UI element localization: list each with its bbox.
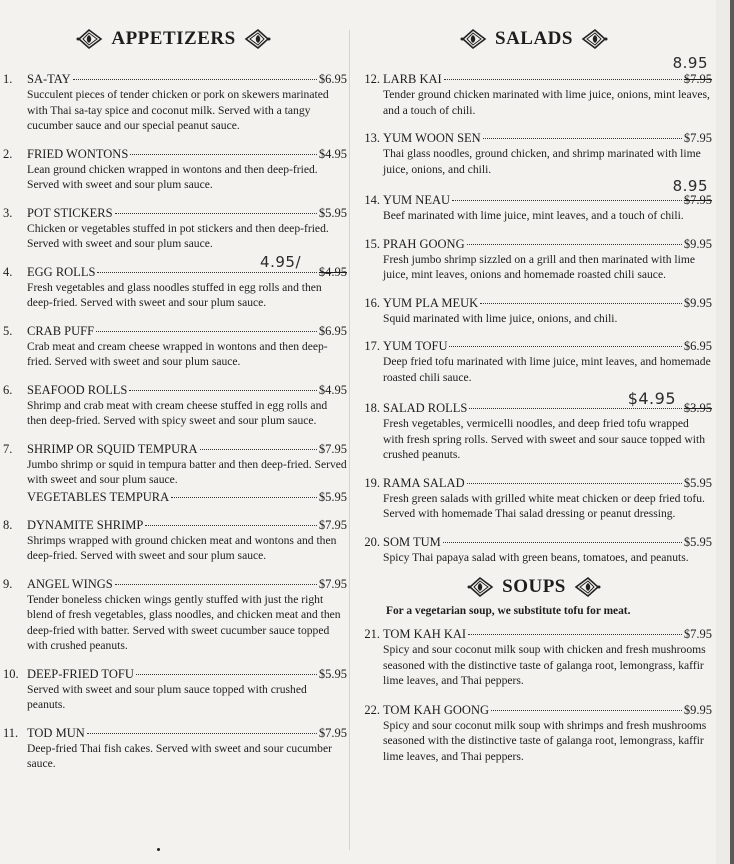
menu-item bbox=[0, 383, 347, 429]
menu-item bbox=[0, 147, 347, 193]
ornament-icon bbox=[244, 28, 272, 50]
item-name: DEEP-FRIED TOFU bbox=[27, 666, 134, 681]
item-name: TOM KAH GOONG bbox=[383, 702, 490, 717]
item-price: $6.95 bbox=[683, 339, 712, 353]
menu-item bbox=[0, 72, 347, 134]
item-description: Tender boneless chicken wings gently stuffed with just the right blend of fresh vegetables, glass noodles, and chicken meat and then deep-fried with batter. Served with sweet cucumber sauce topped with crushed peanuts. bbox=[27, 592, 341, 652]
salads-title: SALADS bbox=[495, 28, 573, 49]
item-price: $3.95 bbox=[683, 401, 712, 415]
item-name: DYNAMITE SHRIMP bbox=[27, 517, 144, 532]
item-name: YUM NEAU bbox=[383, 193, 451, 207]
item-price: $9.95 bbox=[683, 702, 712, 717]
menu-item bbox=[356, 131, 712, 177]
item-number: 2. bbox=[3, 146, 13, 161]
item-price: $7.95 bbox=[683, 627, 712, 641]
item-name: TOM KAH KAI bbox=[383, 627, 467, 641]
item-number: 9. bbox=[3, 576, 13, 591]
menu-item bbox=[0, 577, 347, 654]
item-name: POT STICKERS bbox=[27, 205, 113, 220]
ornament-icon bbox=[581, 28, 609, 50]
stray-mark bbox=[157, 848, 160, 851]
item-description: Shrimps wrapped with ground chicken meat and wontons and then deep-fried. Served with sweet and sour plum sauce. bbox=[27, 533, 337, 562]
item-number: 13. bbox=[364, 131, 380, 145]
menu-item bbox=[356, 703, 712, 765]
item-number: 10. bbox=[3, 666, 19, 681]
menu-item bbox=[0, 324, 347, 370]
item-price: $7.95 bbox=[683, 72, 712, 86]
item-description: Crab meat and cream cheese wrapped in wontons and then deep-fried. Served with sweet and sour plum sauce. bbox=[27, 339, 328, 368]
item-description: Served with sweet and sour plum sauce topped with crushed peanuts. bbox=[27, 682, 307, 711]
item-name: EGG ROLLS bbox=[27, 264, 96, 279]
item-description: Shrimp and crab meat with cream cheese stuffed in egg rolls and then deep-fried. Served with spicy sweet and sour plum sauce. bbox=[27, 398, 328, 427]
item-number: 11. bbox=[3, 725, 19, 740]
page-edge bbox=[730, 0, 734, 864]
item-price: $4.95 bbox=[318, 264, 347, 279]
item-name: RAMA SALAD bbox=[383, 475, 465, 490]
ornament-icon bbox=[459, 28, 487, 50]
item-name: YUM WOON SEN bbox=[383, 131, 481, 145]
item-name: SHRIMP OR SQUID TEMPURA bbox=[27, 441, 198, 456]
ornament-icon bbox=[466, 576, 494, 598]
item-number: 4. bbox=[3, 264, 13, 279]
item-price: $7.95 bbox=[318, 441, 347, 456]
ornament-icon bbox=[574, 576, 602, 598]
item-name: TOD MUN bbox=[27, 725, 85, 740]
item-description: Lean ground chicken wrapped in wontons and then deep-fried. Served with sweet and sour plum sauce. bbox=[27, 162, 318, 191]
item-price: $5.95 bbox=[683, 475, 712, 490]
item-price: $5.95 bbox=[318, 205, 347, 220]
item-number: 17. bbox=[364, 339, 380, 353]
item-name: YUM TOFU bbox=[383, 339, 448, 353]
item-number: 21. bbox=[364, 627, 380, 641]
item-number: 18. bbox=[364, 401, 380, 415]
item-name: CRAB PUFF bbox=[27, 323, 95, 338]
item-description: Succulent pieces of tender chicken or pork on skewers marinated with Thai sa-tay spice and coconut milk. Served with a tangy cucumber sauce and our special peanut sauce. bbox=[27, 88, 329, 132]
item-number: 6. bbox=[3, 382, 13, 397]
menu-item bbox=[356, 476, 712, 522]
menu-item bbox=[0, 667, 347, 713]
item-number: 3. bbox=[3, 205, 13, 220]
item-number: 7. bbox=[3, 441, 13, 456]
appetizers-title: APPETIZERS bbox=[111, 28, 236, 49]
item-price: $7.95 bbox=[318, 576, 347, 591]
salads-soups-column bbox=[356, 18, 712, 764]
item-price: $7.95 bbox=[318, 517, 347, 532]
item-name: LARB KAI bbox=[383, 72, 442, 86]
item-description: Beef marinated with lime juice, mint leaves, and a touch of chili. bbox=[383, 209, 684, 222]
column-divider bbox=[349, 30, 350, 850]
menu-item bbox=[356, 535, 712, 566]
item-description: Fresh jumbo shrimp sizzled on a grill and then marinated with lime juice, mint leaves, onions and homemade roasted chili sauce. bbox=[383, 252, 696, 281]
menu-item bbox=[356, 339, 712, 385]
item-number: 14. bbox=[364, 193, 380, 207]
item-price: $4.95 bbox=[318, 382, 347, 397]
item-description: Chicken or vegetables stuffed in pot stickers and then deep-fried. Served with sweet and sour plum sauce. bbox=[27, 221, 329, 250]
item-price: $6.95 bbox=[318, 72, 347, 86]
item-description: Squid marinated with lime juice, onions, and chili. bbox=[383, 311, 618, 325]
menu-item bbox=[0, 206, 347, 252]
item-number: 22. bbox=[364, 702, 380, 717]
menu-item bbox=[0, 442, 347, 505]
item-price: $7.95 bbox=[683, 193, 712, 207]
ornament-icon bbox=[75, 28, 103, 50]
item-description: Thai glass noodles, ground chicken, and shrimp marinated with lime juice, onions, and chili. bbox=[383, 147, 701, 176]
item-number: 19. bbox=[364, 475, 380, 490]
item-price: $5.95 bbox=[683, 534, 712, 549]
menu-item bbox=[0, 518, 347, 564]
item-description: Fresh vegetables and glass noodles stuffed in egg rolls and then deep-fried. Served with sweet and sour plum sauce. bbox=[27, 280, 322, 309]
appetizers-column bbox=[0, 18, 347, 772]
item-name: SEAFOOD ROLLS bbox=[27, 382, 128, 397]
item-description: Jumbo shrimp or squid in tempura batter and then deep-fried. Served with sweet and sour plum sauce. bbox=[27, 457, 347, 486]
item-description: Spicy and sour coconut milk soup with chicken and fresh mushrooms seasoned with the distinctive taste of galanga root, lemongrass, kaffir lime leaves, and Thai peppers. bbox=[383, 643, 706, 687]
item-name: YUM PLA MEUK bbox=[383, 295, 479, 310]
item-description: Spicy Thai papaya salad with green beans, tomatoes, and peanuts. bbox=[383, 550, 689, 564]
item-name: SA-TAY bbox=[27, 72, 71, 86]
menu-item bbox=[356, 389, 712, 463]
item-name: ANGEL WINGS bbox=[27, 576, 113, 591]
item-name: SALAD ROLLS bbox=[383, 401, 468, 415]
item-number: 8. bbox=[3, 517, 13, 532]
item-description: Tender ground chicken marinated with lime juice, onions, mint leaves, and a touch of chili. bbox=[383, 88, 710, 117]
item-price: $6.95 bbox=[318, 323, 347, 338]
handwritten-price: $4.95 bbox=[627, 389, 676, 408]
item-price: $9.95 bbox=[683, 236, 712, 251]
menu-item bbox=[356, 54, 712, 118]
soups-title: SOUPS bbox=[502, 576, 566, 597]
item-description: Fresh green salads with grilled white meat chicken or deep fried tofu. Served with homemade Thai salad dressing or peanut dressing. bbox=[383, 491, 705, 520]
item-price: $5.95 bbox=[318, 489, 347, 504]
item-description: Deep fried tofu marinated with lime juice, mint leaves, and homemade roasted chili sauce. bbox=[383, 355, 711, 384]
salads-header bbox=[356, 18, 712, 60]
menu-item bbox=[0, 726, 347, 772]
soups-header bbox=[356, 569, 712, 605]
menu-item bbox=[356, 296, 712, 327]
handwritten-price: 4.95/ bbox=[260, 252, 301, 271]
item-number: 5. bbox=[3, 323, 13, 338]
item-name: FRIED WONTONS bbox=[27, 146, 129, 161]
item-number: 15. bbox=[364, 236, 380, 251]
item-price: $9.95 bbox=[683, 295, 712, 310]
menu-item bbox=[356, 237, 712, 283]
item-price: $7.95 bbox=[683, 131, 712, 145]
item-price: $4.95 bbox=[318, 146, 347, 161]
item-name: VEGETABLES TEMPURA bbox=[27, 489, 170, 504]
handwritten-price: 8.95 bbox=[672, 177, 708, 195]
item-name: SOM TUM bbox=[383, 534, 441, 549]
menu-item bbox=[356, 627, 712, 689]
soups-note: For a vegetarian soup, we substitute tofu for meat. bbox=[386, 605, 631, 617]
item-number: 20. bbox=[364, 534, 380, 549]
item-price: $7.95 bbox=[318, 725, 347, 740]
item-description: Deep-fried Thai fish cakes. Served with sweet and sour cucumber sauce. bbox=[27, 741, 332, 770]
item-name: PRAH GOONG bbox=[383, 236, 465, 251]
handwritten-price: 8.95 bbox=[672, 54, 708, 72]
item-description: Fresh vegetables, vermicelli noodles, and deep fried tofu wrapped with fresh spring rolls. Served with sweet and sour sauce topped with crushed peanuts. bbox=[383, 417, 705, 461]
item-number: 16. bbox=[364, 295, 380, 310]
page-edge-shadow bbox=[716, 0, 730, 864]
item-price: $5.95 bbox=[318, 666, 347, 681]
menu-item bbox=[0, 252, 347, 311]
item-number: 1. bbox=[3, 72, 13, 86]
item-description: Spicy and sour coconut milk soup with shrimps and fresh mushrooms seasoned with the distinctive taste of galanga root, lemongrass, kaffir lime leaves, and Thai peppers. bbox=[383, 718, 707, 763]
appetizers-header bbox=[0, 18, 347, 60]
item-number: 12. bbox=[364, 72, 380, 86]
menu-item bbox=[356, 177, 712, 224]
